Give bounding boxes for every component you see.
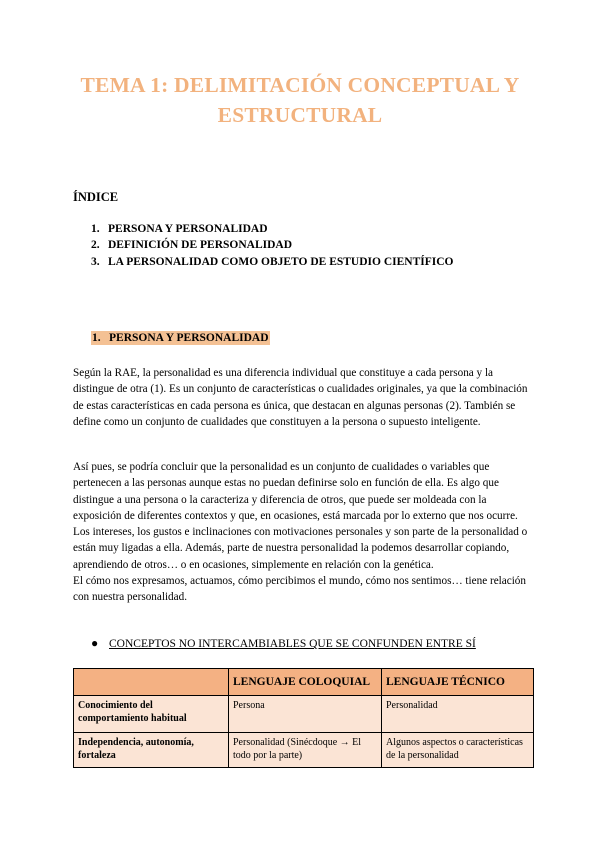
section-heading <box>91 332 270 344</box>
bullet-dot-icon: ● <box>91 636 99 650</box>
table-header-cell <box>74 669 229 696</box>
paragraph-text: El cómo nos expresamos, actuamos, cómo percibimos el mundo, cómo nos sentimos… tiene relación con nuestra personalidad. <box>73 575 526 604</box>
table-cell: Personalidad <box>382 696 534 733</box>
toc-item <box>91 237 454 253</box>
section-title: PERSONA Y PERSONALIDAD <box>109 332 269 344</box>
toc-item <box>91 254 454 270</box>
table-header-cell: LENGUAJE TÉCNICO <box>382 669 534 696</box>
table-row <box>74 696 534 733</box>
section-heading-highlight <box>91 331 270 345</box>
table-cell: Conocimiento del comportamiento habitual <box>74 696 229 733</box>
concepts-table <box>73 668 534 768</box>
table-of-contents <box>91 221 454 270</box>
toc-item <box>91 221 454 237</box>
paragraph-2 <box>73 459 531 606</box>
paragraph-text: Según la RAE, la personalidad es una diferencia individual que constituye a cada persona y la distingue de otra (1). Es un conjunto de características o cualidades originales, ya que la combinación de estas características en cada persona es única, que destacan en algunas personas (2). También se define como un conjunto de cualidades que constituyen a la persona o supuesto inteligente. <box>73 367 528 428</box>
toc-item-label: LA PERSONALIDAD COMO OBJETO DE ESTUDIO CIENTÍFICO <box>108 255 454 268</box>
bullet-text: CONCEPTOS NO INTERCAMBIABLES QUE SE CONFUNDEN ENTRE SÍ <box>109 638 476 650</box>
table-cell: Independencia, autonomía, fortaleza <box>74 733 229 768</box>
table-header-row <box>74 669 534 696</box>
section-number: 1. <box>92 332 101 344</box>
paragraph-1 <box>73 365 531 430</box>
table-header-cell: LENGUAJE COLOQUIAL <box>229 669 382 696</box>
table-cell: Algunos aspectos o características de la personalidad <box>382 733 534 768</box>
table-row <box>74 733 534 768</box>
paragraph-text: Así pues, se podría concluir que la personalidad es un conjunto de cualidades o variables que pertenecen a las personas aunque estas no puedan definirse solo en función de ella. Es algo que distingue a una persona o la caracteriza y diferencia de otros, que puede ser moldeada con la exposición de diferentes contextos y que, en ocasiones, está marcada por lo externo que nos ocurre. Los intereses, los gustos e inclinaciones con motivaciones personales y son parte de la personalidad o están muy ligadas a ella. Además, parte de nuestra personalidad la podemos desarrollar copiando, aprendiendo de otros… o en ocasiones, simplemente en relación con la genética. <box>73 461 528 571</box>
toc-item-number: 3. <box>91 255 100 268</box>
index-heading: ÍNDICE <box>73 190 119 204</box>
table-cell: Personalidad (Sinécdoque → El todo por la parte) <box>229 733 382 768</box>
table-cell: Persona <box>229 696 382 733</box>
toc-item-label: PERSONA Y PERSONALIDAD <box>108 223 268 235</box>
toc-item-number: 1. <box>91 223 100 235</box>
toc-item-label: DEFINICIÓN DE PERSONALIDAD <box>108 239 293 252</box>
document-title: TEMA 1: DELIMITACIÓN CONCEPTUAL Y ESTRUCTURAL <box>80 73 520 127</box>
bullet-item <box>91 636 476 651</box>
toc-item-number: 2. <box>91 239 100 252</box>
